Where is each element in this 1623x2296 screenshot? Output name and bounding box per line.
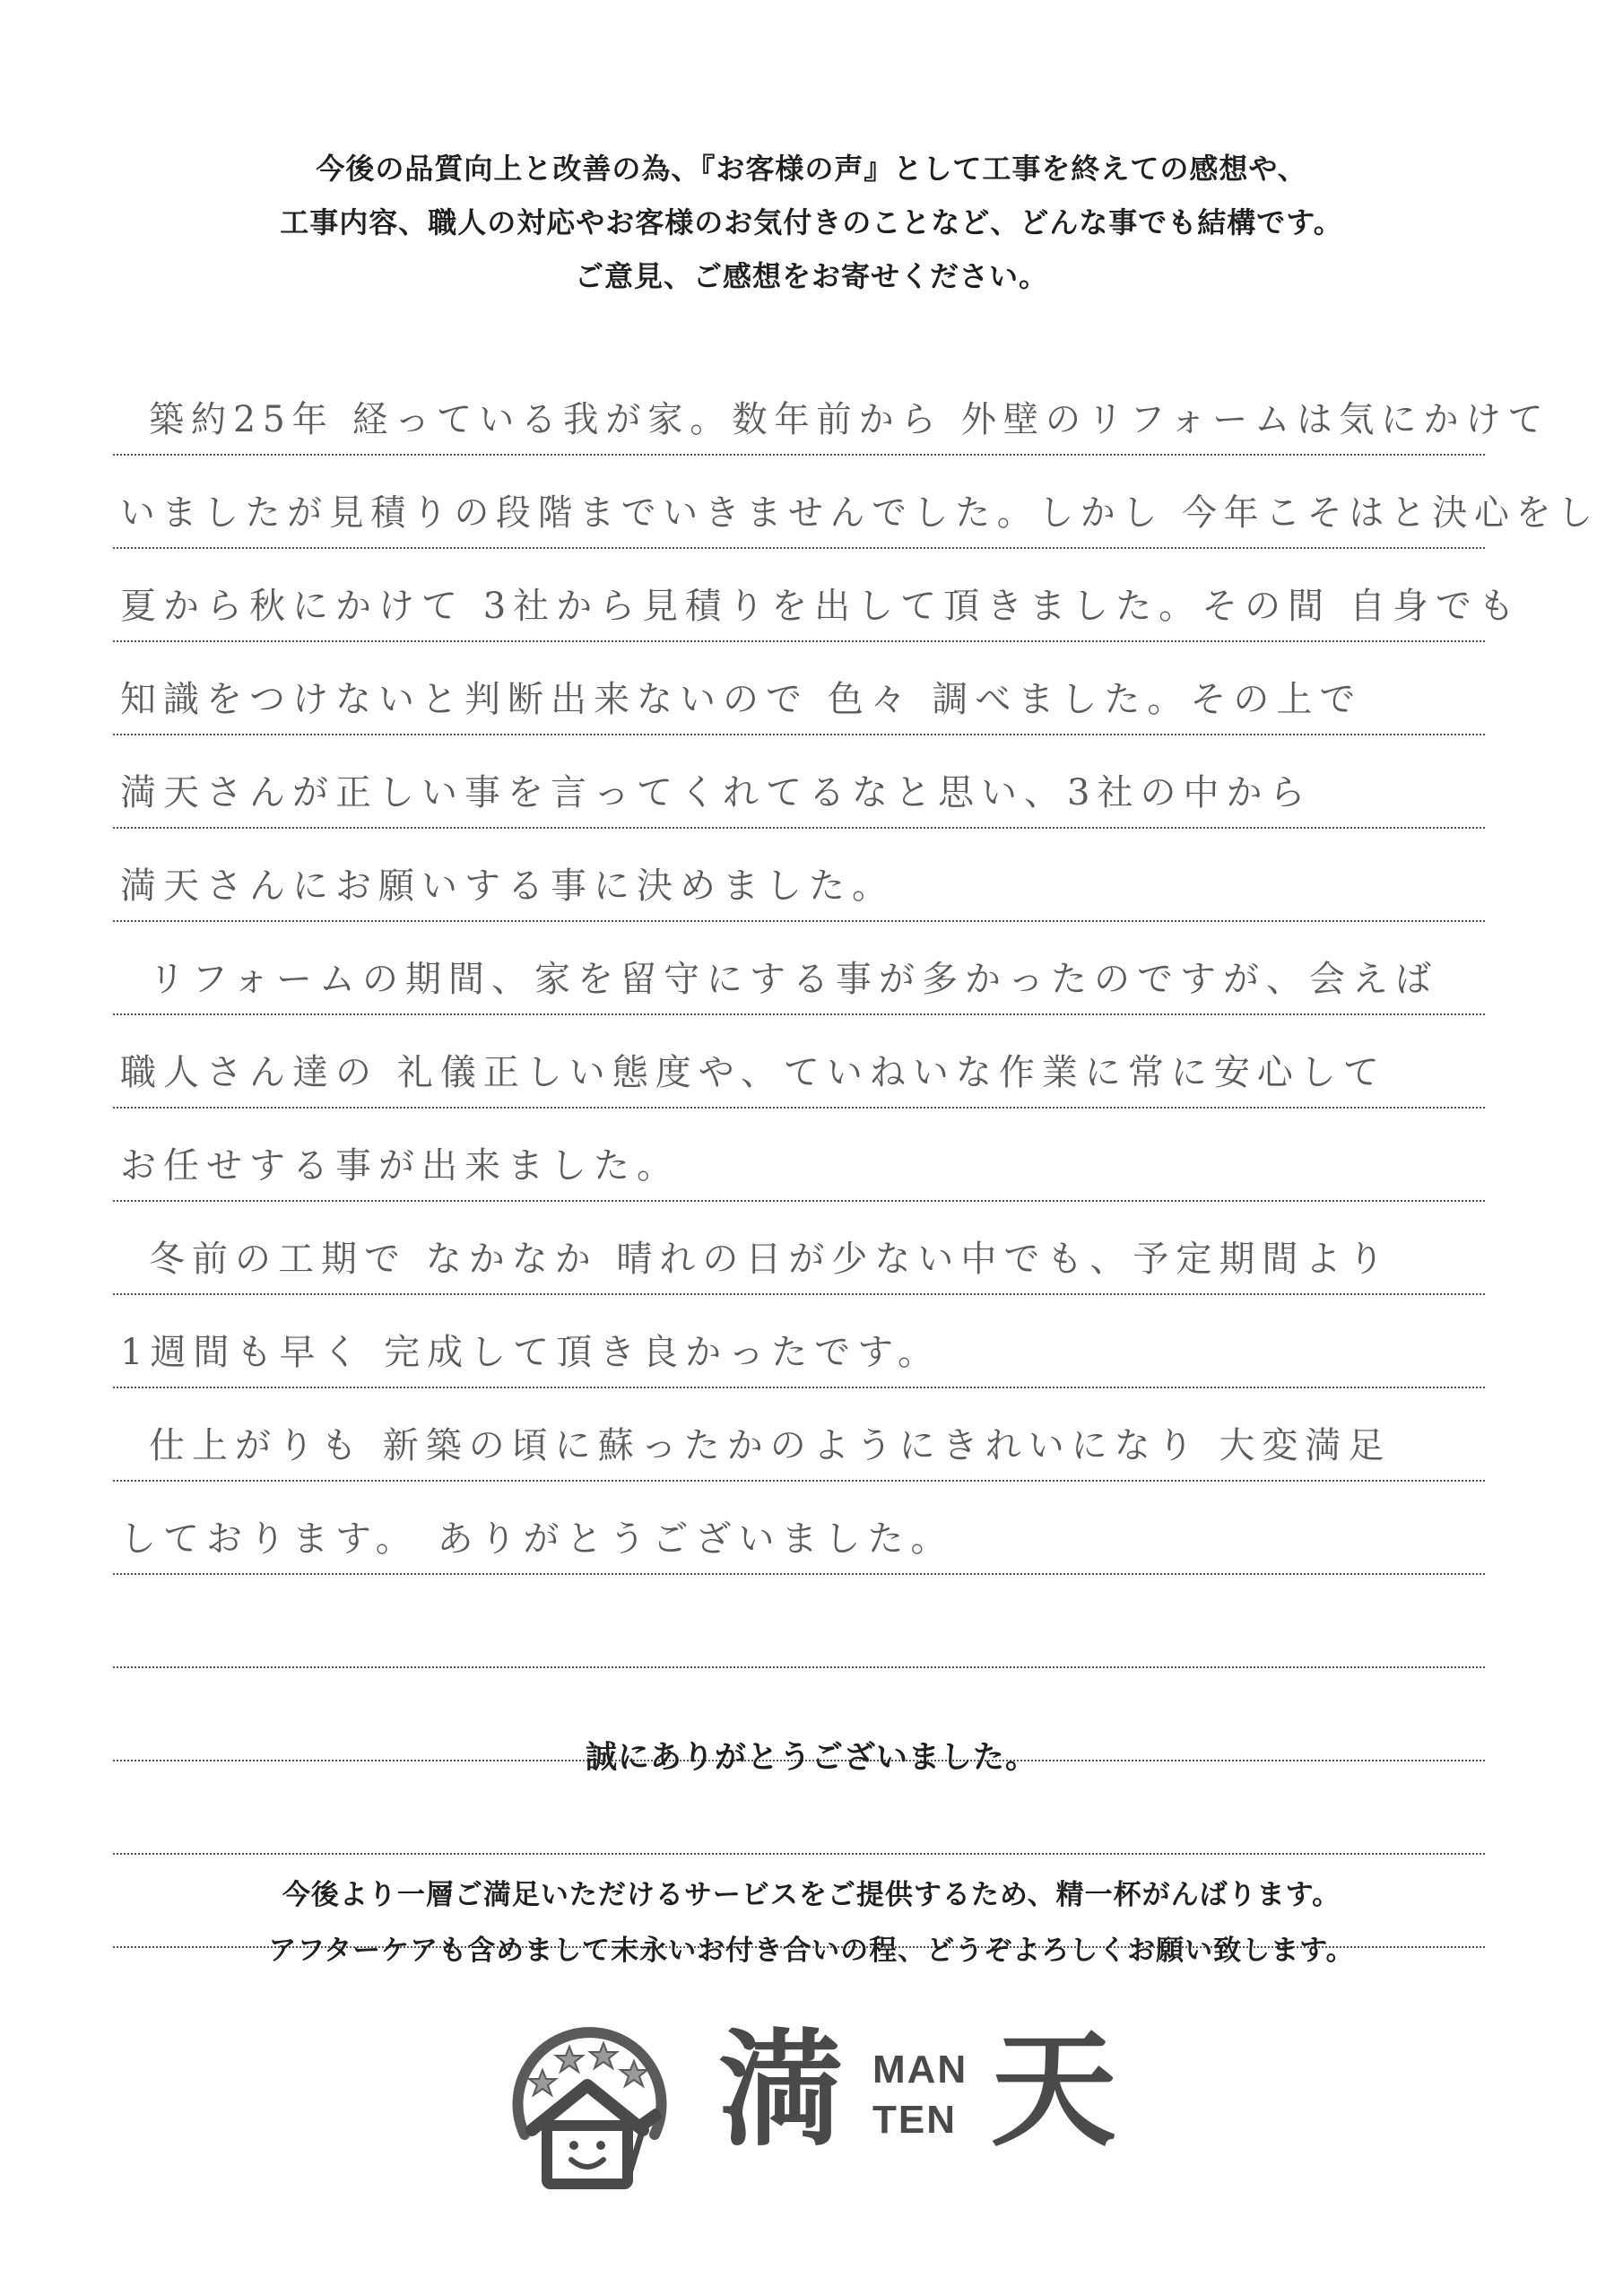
- letter-row: [113, 362, 1550, 456]
- thanks-message: 誠にありがとうございました。: [585, 1740, 1037, 1776]
- closing-line-2: アフターケアも含めまして末永いお付き合いの程、どうぞよろしくお願い致します。: [268, 1935, 1355, 1967]
- letter-row: [113, 1388, 1485, 1482]
- letter-row: [113, 1482, 1485, 1575]
- letter-row: [113, 456, 1600, 549]
- handwritten-line: 築約25年 経っている我が家。数年前から 外壁のリフォームは気にかけて: [149, 399, 1550, 440]
- house-smile-stars-icon: [498, 2000, 677, 2197]
- company-logo: [498, 2000, 1125, 2206]
- handwritten-line: リフォームの期間、家を留守にする事が多かったのですが、会えば: [149, 959, 1438, 1000]
- letter-row: [113, 1575, 1485, 1668]
- handwritten-line: 満天さんが正しい事を言ってくれてるなと思い、3社の中から: [120, 772, 1313, 813]
- letter-row: [113, 1015, 1485, 1109]
- letter-row: [113, 1295, 1485, 1388]
- handwritten-line: 1週間も早く 完成して頂き良かったです。: [120, 1332, 941, 1373]
- handwritten-line: 夏から秋にかけて 3社から見積りを出して頂きました。その間 自身でも: [120, 586, 1522, 627]
- handwritten-line: いましたが見積りの段階までいきませんでした。しかし 今年こそはと決心をし: [120, 492, 1600, 534]
- letter-row: [113, 549, 1522, 642]
- instruction-line-3: ご意見、ご感想をお寄せください。: [574, 259, 1048, 293]
- letter-row: [113, 642, 1485, 735]
- letter-row: [113, 829, 1485, 922]
- letter-row: [113, 1202, 1485, 1295]
- letter-row: [113, 922, 1485, 1015]
- handwritten-line: 知識をつけないと判断出来ないので 色々 調べました。その上で: [120, 679, 1363, 720]
- handwritten-line: 満天さんにお願いする事に決めました。: [120, 865, 895, 907]
- logo-latin-ten: TEN: [872, 2098, 957, 2142]
- logo-latin: [872, 2045, 968, 2145]
- handwritten-line: 仕上がりも 新築の頃に蘇ったかのようにきれいになり 大変満足: [149, 1425, 1392, 1466]
- letter-row: [113, 735, 1485, 829]
- closing-line-1: 今後より一層ご満足いただけるサービスをご提供するため、精一杯がんばります。: [282, 1879, 1341, 1911]
- logo-kanji-ten: 天: [991, 2018, 1117, 2164]
- handwritten-line: しております。 ありがとうございました。: [120, 1518, 954, 1560]
- closing-message: [0, 1867, 1623, 1979]
- logo-latin-man: MAN: [872, 2048, 968, 2092]
- handwritten-line: 職人さん達の 礼儀正しい態度や、ていねいな作業に常に安心して: [120, 1052, 1386, 1093]
- logo-kanji-man: 満: [718, 2018, 845, 2164]
- instruction-line-2: 工事内容、職人の対応やお客様のお気付きのことなど、どんな事でも結構です。: [280, 205, 1343, 239]
- handwritten-line: 冬前の工期で なかなか 晴れの日が少ない中でも、予定期間より: [149, 1239, 1392, 1280]
- form-instructions: [0, 142, 1623, 303]
- letter-row: [113, 1109, 1485, 1202]
- handwritten-line: お任せする事が出来ました。: [120, 1145, 680, 1187]
- instruction-line-1: 今後の品質向上と改善の為、『お客様の声』として工事を終えての感想や、: [316, 152, 1307, 186]
- handwritten-letter: [113, 362, 1600, 1948]
